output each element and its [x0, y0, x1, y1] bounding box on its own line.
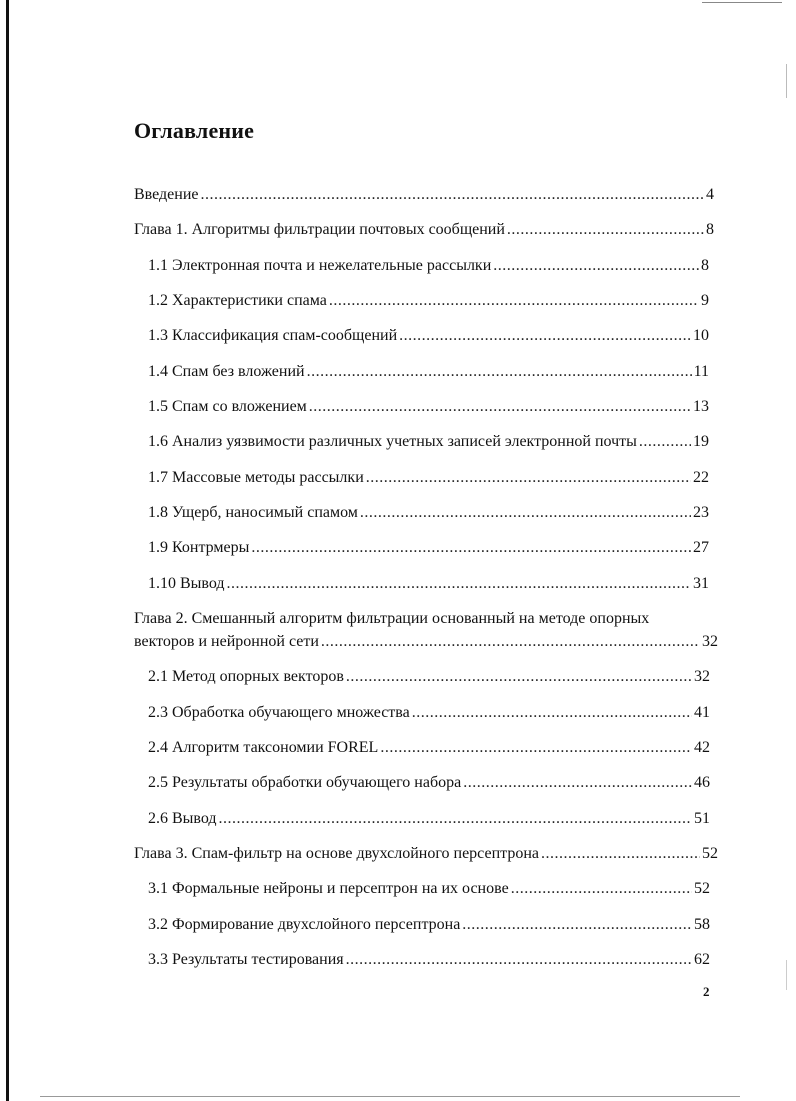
toc-entry-page: 8 [701, 257, 709, 274]
toc-entry-page: 32 [702, 633, 718, 650]
toc-leader-dots [639, 432, 691, 452]
toc-entry-label: 1.5 Спам со вложением [148, 398, 307, 415]
toc-entry-page: 42 [694, 739, 710, 756]
toc-entry-page: 52 [694, 880, 710, 897]
toc-entry-label: 3.3 Результаты тестирования [148, 951, 344, 968]
scan-edge-top [702, 2, 782, 3]
toc-entry-page: 41 [694, 704, 710, 721]
scan-edge-left [6, 0, 9, 1101]
toc-entry-label: Глава 3. Спам-фильтр на основе двухслойного персептрона [134, 845, 539, 862]
toc-entry-1-8[interactable] [148, 503, 709, 523]
toc-leader-dots [219, 809, 692, 829]
toc-leader-dots [329, 291, 699, 311]
toc-entry-1-7[interactable] [148, 468, 709, 488]
toc-leader-dots [463, 773, 692, 793]
toc-entry-page: 13 [693, 398, 709, 415]
toc-entry-label: 1.4 Спам без вложений [148, 363, 305, 380]
toc-title: Оглавление [134, 118, 255, 143]
toc-leader-dots [541, 844, 700, 864]
toc-entry-intro[interactable] [134, 185, 714, 205]
toc-entry-2-5[interactable] [148, 773, 710, 793]
toc-entry-label: 1.7 Массовые методы рассылки [148, 469, 364, 486]
toc-leader-dots [462, 915, 692, 935]
toc-leader-dots [360, 503, 691, 523]
toc-entry-page: 52 [702, 845, 718, 862]
toc-entry-1-9[interactable] [148, 538, 709, 558]
toc-entry-label: Глава 1. Алгоритмы фильтрации почтовых сообщений [134, 221, 505, 238]
toc-entry-page: 27 [693, 539, 709, 556]
toc-entry-2-4[interactable] [148, 738, 710, 758]
toc-leader-dots [251, 538, 691, 558]
toc-entry-page: 9 [701, 292, 709, 309]
toc-entry-chapter-3[interactable] [134, 844, 718, 864]
toc-leader-dots [346, 950, 692, 970]
toc-leader-dots [493, 256, 699, 276]
toc-entry-label: 3.1 Формальные нейроны и персептрон на их основе [148, 880, 509, 897]
toc-entry-page: 31 [693, 575, 709, 592]
toc-entry-2-3[interactable] [148, 703, 710, 723]
scan-edge-bottom [40, 1096, 740, 1097]
toc-leader-dots [346, 667, 692, 687]
toc-entry-page: 23 [693, 504, 709, 521]
toc-entry-label: 2.5 Результаты обработки обучающего набора [148, 774, 462, 791]
toc-entry-label: 2.4 Алгоритм таксономии FOREL [148, 739, 379, 756]
toc-entry-page: 11 [693, 363, 709, 380]
toc-leader-dots [201, 185, 705, 205]
toc-entry-3-1[interactable] [148, 879, 710, 899]
toc-entry-label: 1.6 Анализ уязвимости различных учетных записей электронной почты [148, 433, 637, 450]
toc-entry-label: 1.3 Классификация спам-сообщений [148, 327, 398, 344]
toc-entry-page: 4 [706, 186, 714, 203]
toc-leader-dots [227, 574, 691, 594]
toc-entry-page: 46 [694, 774, 710, 791]
toc-entry-label: Введение [134, 186, 199, 203]
toc-entry-3-3[interactable] [148, 950, 710, 970]
scan-mark-right-bottom [786, 960, 787, 990]
toc-entry-chapter-1[interactable] [134, 220, 714, 240]
toc-entry-chapter-2-line1[interactable]: Глава 2. Смешанный алгоритм фильтрации основанный на методе опорных [134, 610, 650, 627]
toc-entry-label: векторов и нейронной сети [134, 633, 319, 650]
toc-entry-label: 1.9 Контрмеры [148, 539, 250, 556]
toc-leader-dots [366, 468, 691, 488]
toc-entry-page: 62 [694, 951, 710, 968]
toc-entry-label: 1.2 Характеристики спама [148, 292, 327, 309]
toc-entry-page: 8 [706, 221, 714, 238]
toc-entry-page: 32 [694, 668, 710, 685]
toc-leader-dots [507, 220, 704, 240]
toc-entry-label: 2.6 Вывод [148, 810, 217, 827]
toc-entry-1-4[interactable] [148, 362, 709, 382]
toc-entry-1-2[interactable] [148, 291, 709, 311]
toc-entry-page: 10 [693, 327, 709, 344]
toc-entry-1-1[interactable] [148, 256, 709, 276]
toc-entry-1-3[interactable] [148, 326, 709, 346]
toc-leader-dots [399, 326, 691, 346]
toc-entry-label: 1.1 Электронная почта и нежелательные рассылки [148, 257, 492, 274]
toc-leader-dots [309, 397, 691, 417]
toc-entry-page: 22 [693, 469, 709, 486]
toc-entry-label: 3.2 Формирование двухслойного персептрона [148, 916, 461, 933]
toc-leader-dots [412, 703, 692, 723]
toc-entry-2-1[interactable] [148, 667, 710, 687]
scan-mark-right-top [786, 64, 787, 98]
toc-leader-dots [380, 738, 692, 758]
toc-leader-dots [321, 632, 700, 652]
toc-entry-label: 1.8 Ущерб, наносимый спамом [148, 504, 358, 521]
toc-entry-1-10[interactable] [148, 574, 709, 594]
toc-entry-chapter-2[interactable] [134, 632, 718, 652]
toc-entry-page: 51 [694, 810, 710, 827]
toc-entry-label: 2.3 Обработка обучающего множества [148, 704, 410, 721]
toc-entry-2-6[interactable] [148, 809, 710, 829]
toc-entry-page: 19 [693, 433, 709, 450]
toc-entry-page: 58 [694, 916, 710, 933]
toc-entry-1-6[interactable] [148, 432, 709, 452]
toc-entry-1-5[interactable] [148, 397, 709, 417]
toc-leader-dots [511, 879, 692, 899]
page-number: 2 [703, 984, 710, 999]
toc-leader-dots [307, 362, 692, 382]
toc-entry-3-2[interactable] [148, 915, 710, 935]
toc-entry-label: 2.1 Метод опорных векторов [148, 668, 344, 685]
toc-entry-label: 1.10 Вывод [148, 575, 225, 592]
